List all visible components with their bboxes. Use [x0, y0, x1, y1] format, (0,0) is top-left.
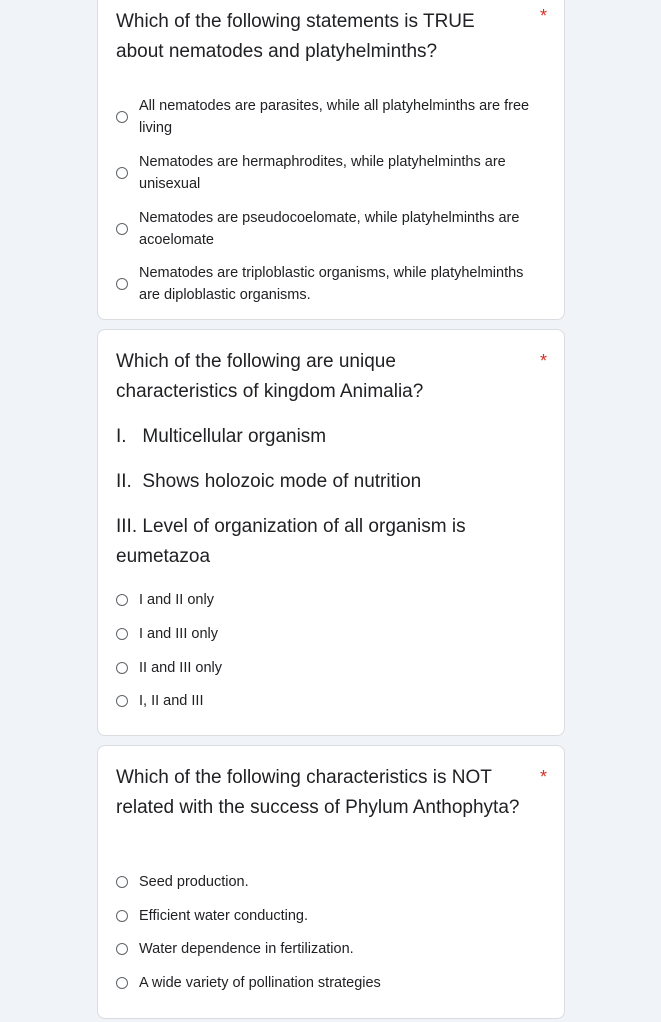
option-label: Water dependence in fertilization.	[139, 941, 354, 957]
radio-button[interactable]	[116, 662, 128, 674]
required-asterisk: *	[539, 351, 547, 371]
radio-option[interactable]	[116, 905, 546, 927]
question-card	[97, 0, 565, 320]
radio-button[interactable]	[116, 628, 128, 640]
option-label: I and II only	[139, 592, 214, 608]
option-label: Efficient water conducting.	[139, 908, 308, 924]
radio-option[interactable]	[116, 151, 546, 195]
radio-option[interactable]	[116, 938, 546, 960]
question-title: Which of the following characteristics is NOT related with the success of Phylum Anthophyta?	[116, 767, 520, 818]
radio-option[interactable]	[116, 95, 546, 139]
radio-button[interactable]	[116, 167, 128, 179]
radio-button[interactable]	[116, 977, 128, 989]
option-label: Seed production.	[139, 874, 249, 890]
question-card	[97, 329, 565, 736]
option-label: Nematodes are hermaphrodites, while platyhelminths are unisexual	[139, 154, 506, 192]
radio-option[interactable]	[116, 207, 546, 251]
radio-option[interactable]	[116, 972, 546, 994]
radio-button[interactable]	[116, 278, 128, 290]
radio-option[interactable]	[116, 690, 546, 712]
radio-option[interactable]	[116, 871, 546, 893]
question-card	[97, 745, 565, 1019]
question-title: Which of the following are unique characteristics of kingdom Animalia?	[116, 351, 424, 402]
option-label: A wide variety of pollination strategies	[139, 975, 381, 991]
option-label: I and III only	[139, 626, 218, 642]
statement-item: I. Multicellular organism	[116, 426, 327, 447]
question-title: Which of the following statements is TRUE about nematodes and platyhelminths?	[116, 11, 475, 62]
radio-button[interactable]	[116, 876, 128, 888]
required-asterisk: *	[539, 767, 547, 787]
radio-button[interactable]	[116, 223, 128, 235]
statement-item: II. Shows holozoic mode of nutrition	[116, 471, 422, 492]
radio-option[interactable]	[116, 262, 546, 306]
radio-option[interactable]	[116, 623, 546, 645]
radio-option[interactable]	[116, 589, 546, 611]
option-label: All nematodes are parasites, while all platyhelminths are free living	[139, 98, 530, 136]
radio-button[interactable]	[116, 111, 128, 123]
radio-option[interactable]	[116, 657, 546, 679]
option-label: II and III only	[139, 660, 223, 676]
radio-button[interactable]	[116, 695, 128, 707]
option-label: I, II and III	[139, 693, 204, 709]
required-asterisk: *	[539, 6, 547, 26]
radio-button[interactable]	[116, 594, 128, 606]
statement-item: III. Level of organization of all organism is eumetazoa	[116, 516, 466, 567]
option-label: Nematodes are triploblastic organisms, while platyhelminths are diploblastic organisms.	[139, 265, 524, 303]
option-label: Nematodes are pseudocoelomate, while platyhelminths are acoelomate	[139, 210, 520, 248]
radio-button[interactable]	[116, 910, 128, 922]
radio-button[interactable]	[116, 943, 128, 955]
